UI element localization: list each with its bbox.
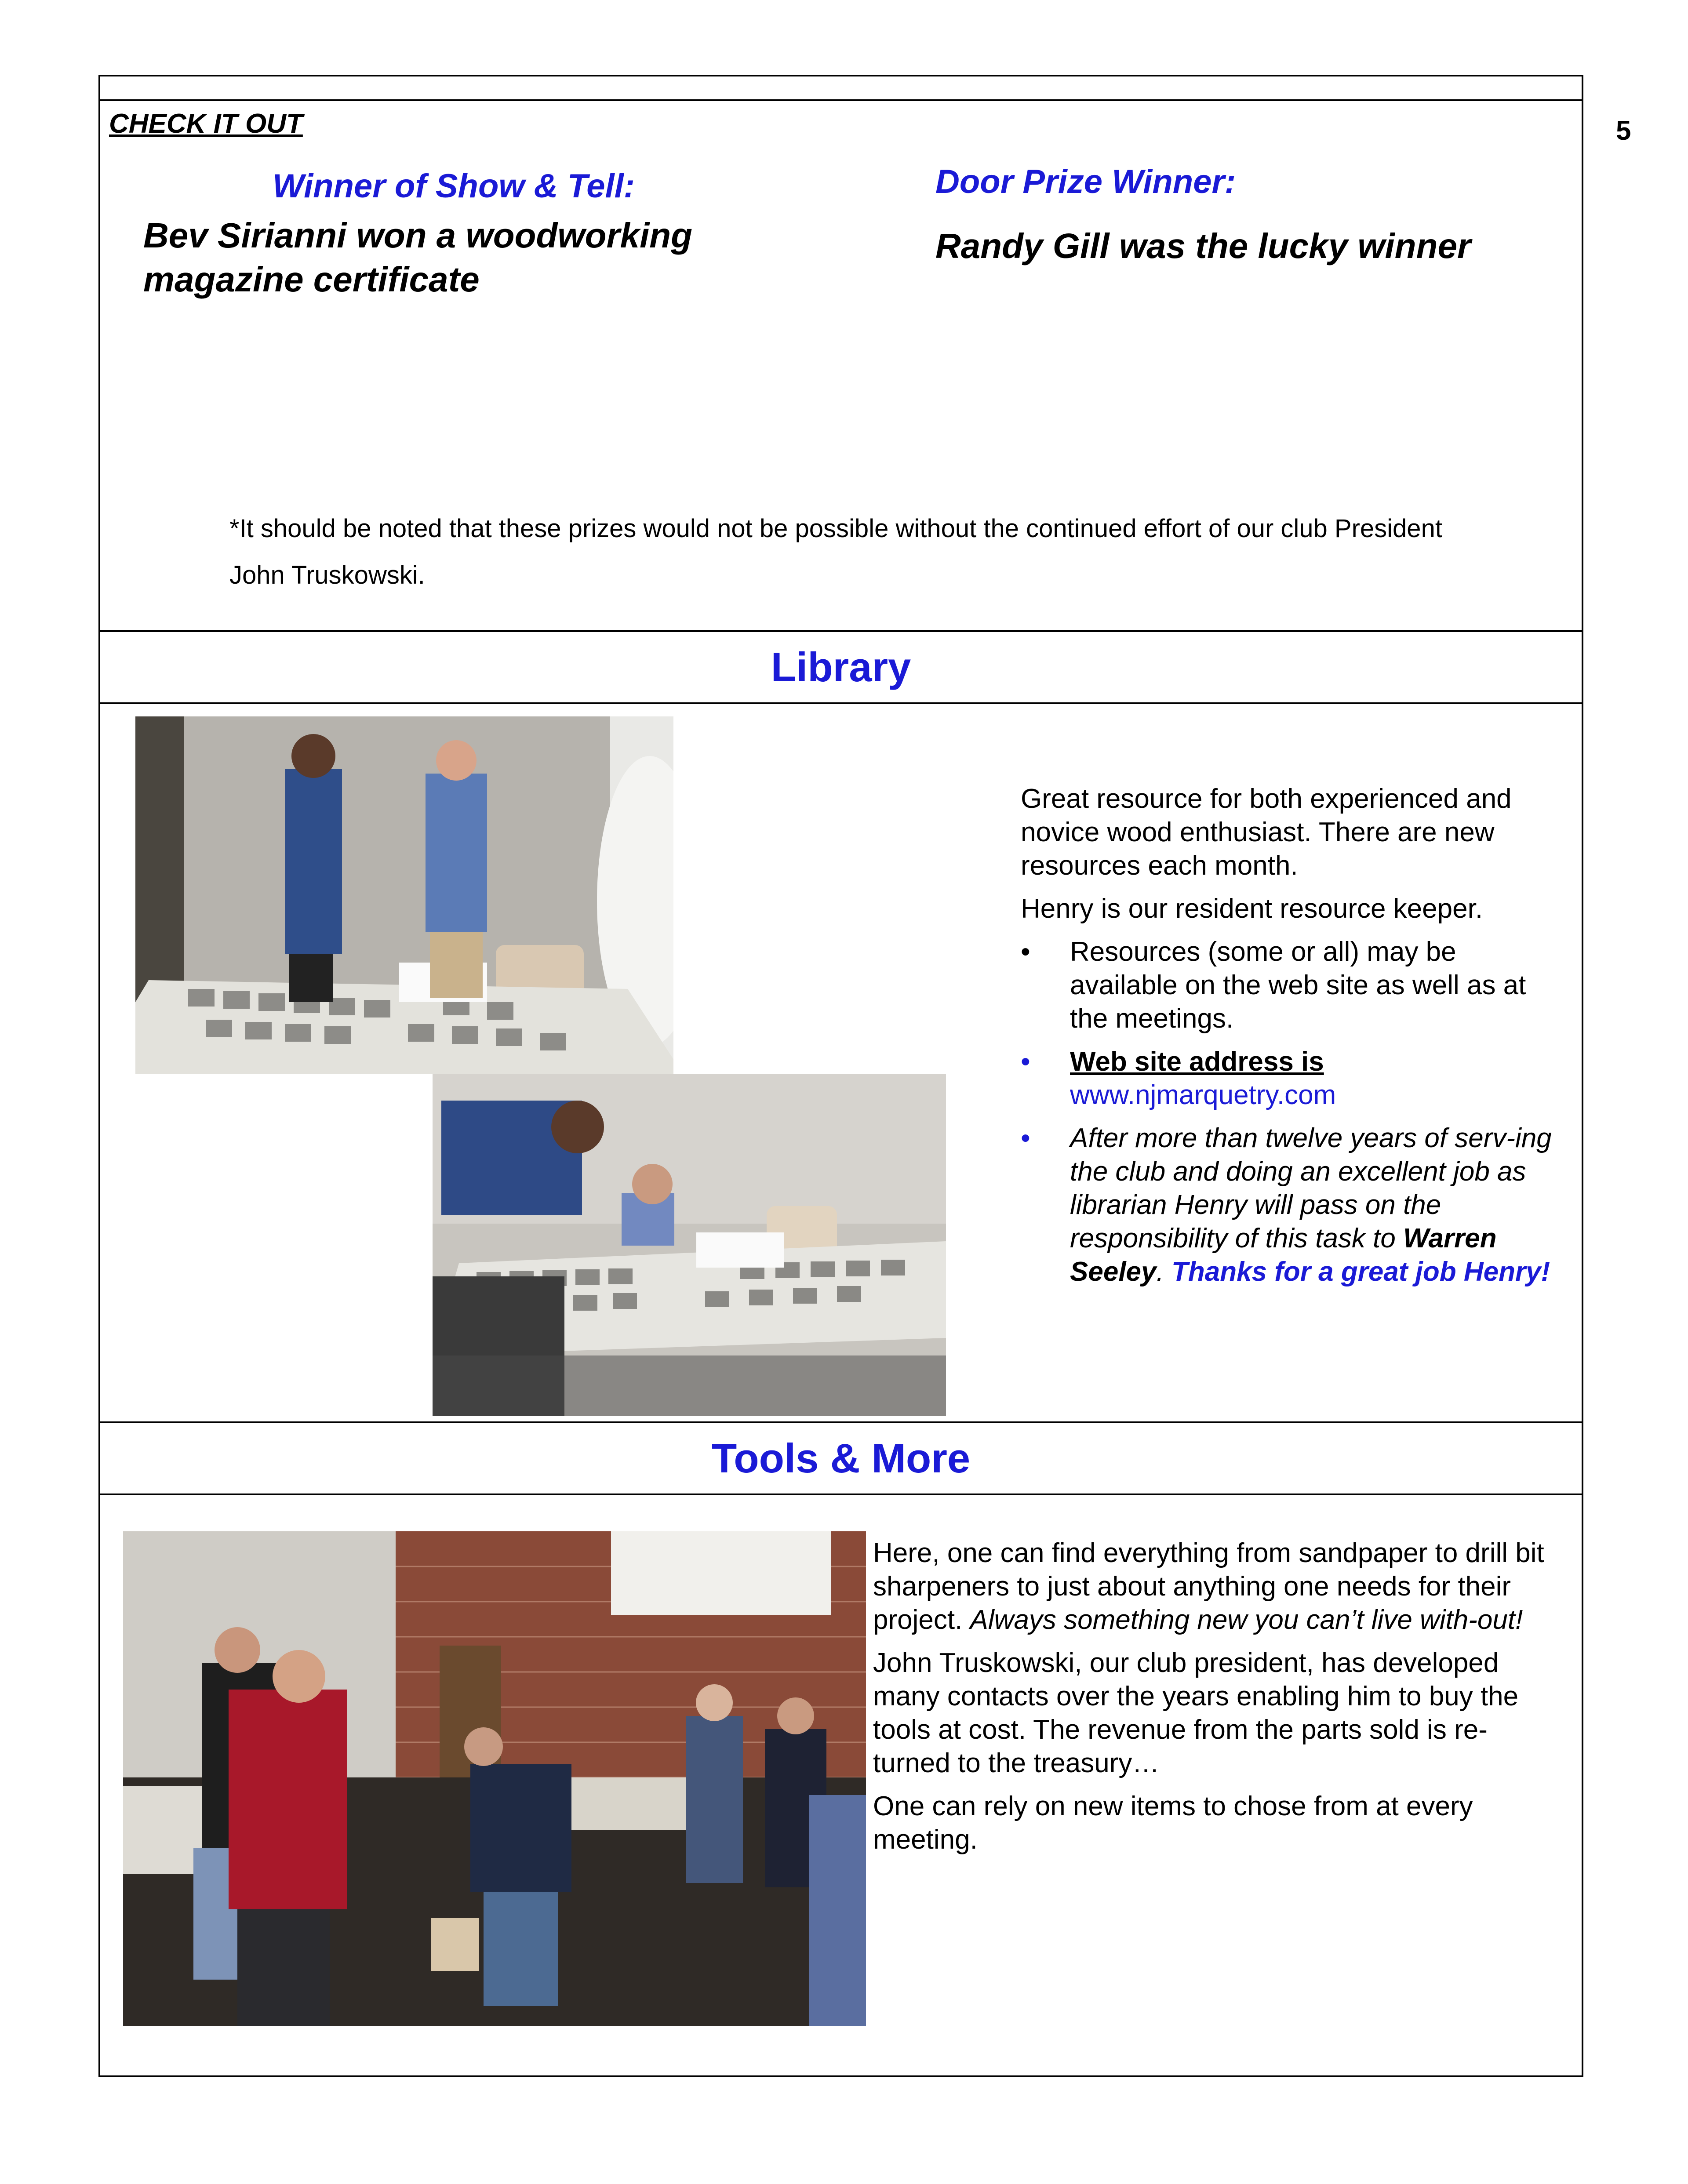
tools-top-divider <box>98 1421 1583 1423</box>
web-site-label: Web site address is <box>1070 1047 1324 1077</box>
top-divider <box>98 99 1583 101</box>
tools-para-1-italic: Always something new you can’t live with-out! <box>970 1605 1523 1635</box>
tools-text <box>873 1537 1550 1857</box>
library-photo-1 <box>135 716 673 1074</box>
bullet-icon: • <box>1021 1123 1030 1153</box>
library-para-1: Great resource for both experienced and novice wood enthusiast. There are new resources each month. <box>1021 784 1512 881</box>
library-bullet-3 <box>1021 1122 1566 1289</box>
door-prize-text: Randy Gill was the lucky winner <box>935 226 1471 265</box>
library-top-divider <box>98 630 1583 632</box>
tools-para-1 <box>873 1537 1550 1637</box>
library-text <box>1021 782 1566 1298</box>
section-label: CHECK IT OUT <box>109 109 303 139</box>
web-site-link[interactable]: www.njmarquetry.com <box>1070 1080 1336 1110</box>
tools-bottom-divider <box>98 1494 1583 1495</box>
library-para-2: Henry is our resident resource keeper. <box>1021 894 1483 924</box>
library-bullet-1 <box>1021 935 1566 1036</box>
tools-heading: Tools & More <box>711 1435 971 1481</box>
tools-para-2: John Truskowski, our club president, has developed many contacts over the years enabling him to buy the tools at cost. The revenue from the parts sold is re-turned to the treasury… <box>873 1648 1519 1778</box>
bullet-icon: • <box>1021 1047 1030 1077</box>
show-tell-text: Bev Sirianni won a woodworking magazine certificate <box>143 216 693 299</box>
door-prize-title: Door Prize Winner: <box>935 163 1236 200</box>
show-tell-title: Winner of Show & Tell: <box>273 167 635 205</box>
thanks-text: Thanks for a great job Henry! <box>1171 1257 1550 1287</box>
tools-para-3: One can rely on new items to chose from at every meeting. <box>873 1791 1473 1855</box>
library-photo-2 <box>433 1074 946 1416</box>
library-bottom-divider <box>98 702 1583 704</box>
bullet-icon: • <box>1021 937 1030 967</box>
library-bullet-3-text: After more than twelve years of serv-ing the club and doing an excellent job as librarian Henry will pass on the responsibility of this task to <box>1070 1123 1552 1254</box>
library-bullets <box>1021 935 1566 1289</box>
prize-note: *It should be noted that these prizes would not be possible without the continued effort of our club President John Truskowski. <box>229 514 1442 589</box>
page-number: 5 <box>1616 116 1631 146</box>
tools-photo <box>123 1531 866 2026</box>
bullet-3-period: . <box>1156 1257 1171 1287</box>
successor-name: Warren Seeley <box>1070 1223 1497 1287</box>
tools-para-1-main: Here, one can find everything from sandpaper to drill bit sharpeners to just about anything one needs for their project. <box>873 1538 1544 1635</box>
library-bullet-1-text: Resources (some or all) may be available on the web site as well as at the meetings. <box>1070 937 1526 1034</box>
library-bullet-2 <box>1021 1045 1566 1112</box>
library-heading: Library <box>771 644 911 690</box>
